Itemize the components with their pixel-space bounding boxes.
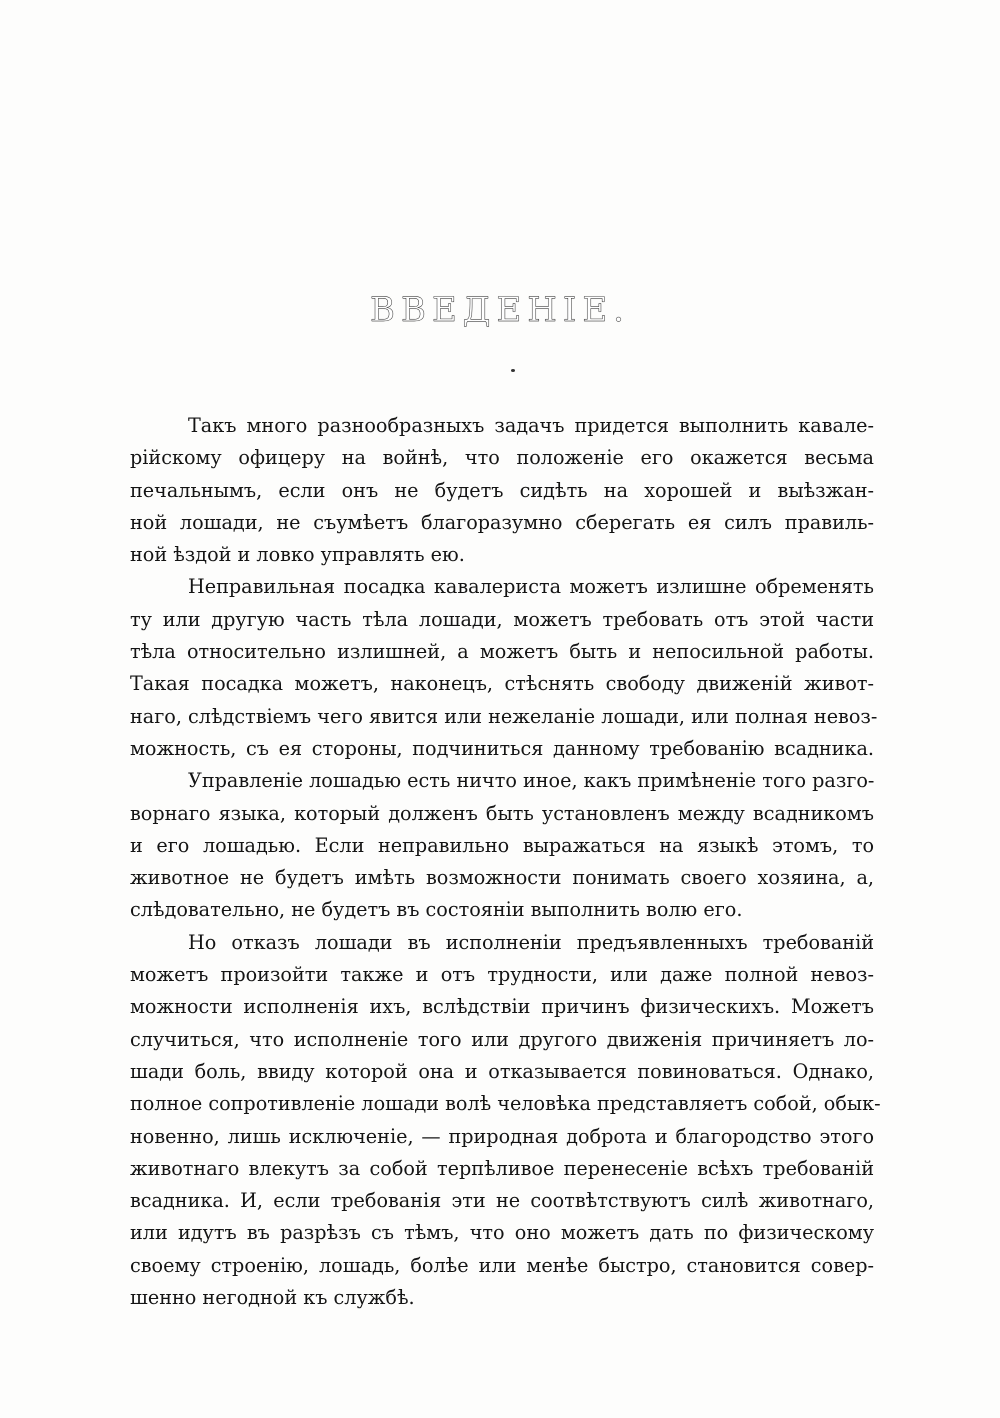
text-line: и его лошадью. Если неправильно выражаться на языкѣ этомъ, то xyxy=(130,833,874,857)
text-line: ной ѣздой и ловко управлять ею. xyxy=(130,543,465,567)
text-line: случиться, что исполненіе того или другого движенія причиняетъ ло- xyxy=(130,1027,874,1051)
chapter-heading-text: ВВЕДЕНІЕ. xyxy=(370,290,630,330)
paragraph-2 xyxy=(130,571,878,765)
text-line: наго, слѣдствіемъ чего явится или нежеланіе лошади, или полная невоз- xyxy=(130,704,878,728)
text-line: полное сопротивленіе лошади волѣ человѣка представляетъ собой, обык- xyxy=(130,1092,881,1116)
ornament-dot xyxy=(511,369,515,372)
text-line: слѣдовательно, не будетъ въ состояніи выполнить волю его. xyxy=(130,898,743,922)
text-line: Такая посадка можетъ, наконецъ, стѣснять свободу движеній живот- xyxy=(130,672,874,696)
text-line: Но отказъ лошади въ исполненіи предъявленныхъ требованій xyxy=(188,930,874,954)
text-line: Неправильная посадка кавалериста можетъ излишне обременять xyxy=(188,575,874,599)
text-line: своему строенію, лошадь, болѣе или менѣе быстро, становится совер- xyxy=(130,1253,874,1277)
paragraph-1 xyxy=(130,410,874,571)
chapter-heading xyxy=(0,286,1000,334)
paragraph-3 xyxy=(130,765,874,926)
text-line: тѣла относительно излишней, а можетъ быть и непосильной работы. xyxy=(130,640,874,664)
text-line: шади боль, ввиду которой она и отказывается повиноваться. Однако, xyxy=(130,1059,874,1083)
text-line: Такъ много разнообразныхъ задачъ придется выполнить кавале- xyxy=(188,414,874,437)
body-text xyxy=(130,410,881,1314)
text-line: ту или другую часть тѣла лошади, можетъ требовать отъ этой части xyxy=(130,607,874,631)
text-line: Управленіе лошадью есть ничто иное, какъ примѣненіе того разго- xyxy=(188,769,875,793)
text-line: можность, съ ея стороны, подчиниться данному требованію всадника. xyxy=(130,736,874,760)
text-line: или идутъ въ разрѣзъ съ тѣмъ, что оно можетъ дать по физическому xyxy=(130,1221,874,1245)
text-line: шенно негодной къ службѣ. xyxy=(130,1286,415,1310)
paragraph-4 xyxy=(130,927,881,1315)
text-line: животное не будетъ имѣть возможности понимать своего хозяина, а, xyxy=(130,866,874,890)
text-line: рійскому офицеру на войнѣ, что положеніе его окажется весьма xyxy=(130,446,874,470)
text-line: ной лошади, не съумѣетъ благоразумно сберегать ея силъ правиль- xyxy=(130,510,874,534)
text-line: животнаго влекутъ за собой терпѣливое перенесеніе всѣхъ требованій xyxy=(130,1156,874,1180)
text-line: можетъ произойти также и отъ трудности, или даже полной невоз- xyxy=(130,963,874,987)
text-line: новенно, лишь исключеніе, — природная доброта и благородство этого xyxy=(130,1124,874,1148)
text-line: всадника. И, если требованія эти не соотвѣтствуютъ силѣ животнаго, xyxy=(130,1189,874,1213)
text-line: печальнымъ, если онъ не будетъ сидѣть на хорошей и выѣзжан- xyxy=(130,478,874,502)
text-line: можности исполненія ихъ, вслѣдствіи причинъ физическихъ. Можетъ xyxy=(130,995,874,1019)
text-line: ворнаго языка, который долженъ быть установленъ между всадникомъ xyxy=(130,801,874,825)
